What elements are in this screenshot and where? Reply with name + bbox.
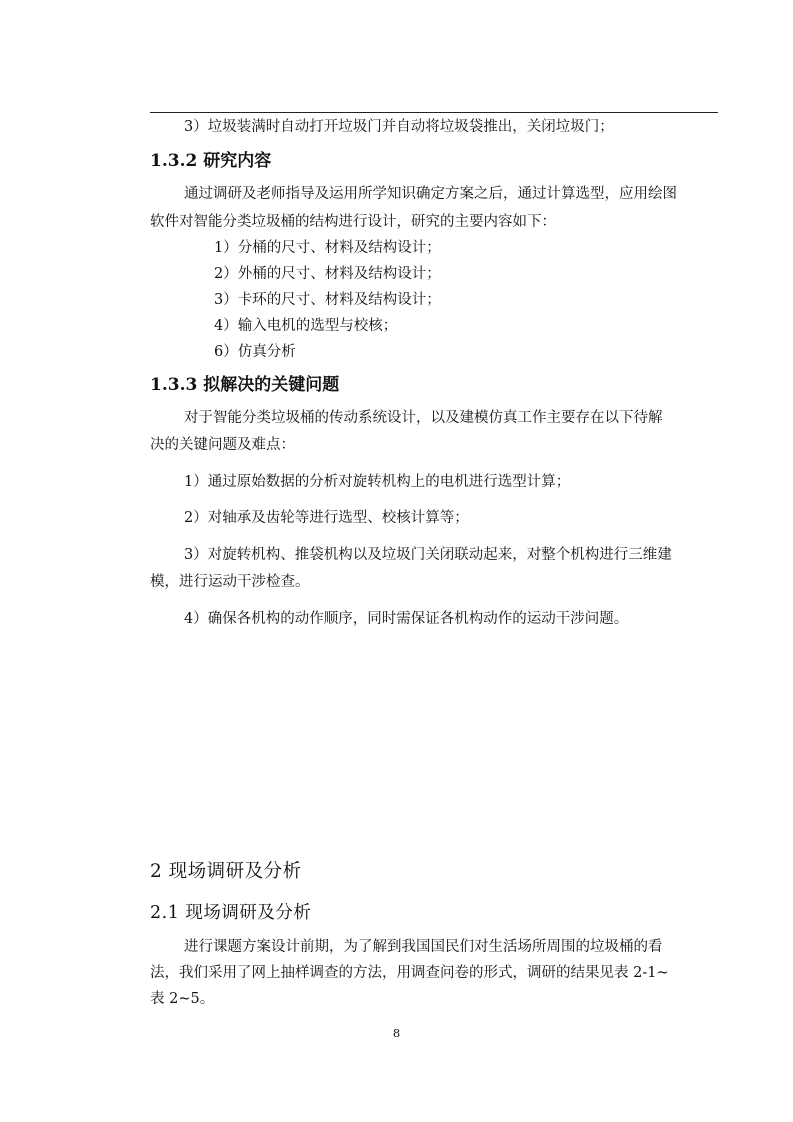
list-item: 1）分桶的尺寸、材料及结构设计；	[214, 240, 441, 256]
section-heading-1-3-3: 1.3.3 拟解决的关键问题	[150, 375, 340, 395]
header-rule	[150, 112, 718, 113]
list-item: 6）仿真分析	[214, 344, 296, 360]
list-item: 4）输入电机的选型与校核；	[214, 318, 398, 334]
list-item: 4）确保各机构的动作顺序，同时需保证各机构动作的运动干涉问题。	[184, 611, 629, 627]
list-item: 2）外桶的尺寸、材料及结构设计；	[214, 266, 441, 282]
paragraph-line: 软件对智能分类垃圾桶的结构进行设计，研究的主要内容如下：	[150, 214, 556, 230]
subsection-heading: 2.1 现场调研及分析	[150, 903, 312, 923]
paragraph-line: 进行课题方案设计前期，为了解到我国国民们对生活场所周围的垃圾桶的看	[184, 939, 663, 955]
page-number: 8	[392, 1026, 401, 1040]
list-item: 3）对旋转机构、推袋机构以及垃圾门关闭联动起来，对整个机构进行三维建	[184, 547, 672, 563]
list-item: 2）对轴承及齿轮等进行选型、校核计算等；	[184, 510, 469, 526]
list-item-garbage-door: 3）垃圾装满时自动打开垃圾门并自动将垃圾袋推出，关闭垃圾门；	[184, 119, 614, 135]
list-item: 3）卡环的尺寸、材料及结构设计；	[214, 292, 441, 308]
section-heading-1-3-2: 1.3.2 研究内容	[150, 151, 272, 171]
paragraph-line: 表 2~5。	[150, 991, 215, 1007]
paragraph-line: 对于智能分类垃圾桶的传动系统设计，以及建模仿真工作主要存在以下待解	[184, 410, 663, 426]
chapter-heading: 2 现场调研及分析	[150, 861, 302, 882]
paragraph-line: 决的关键问题及难点：	[150, 437, 295, 453]
list-item-continuation: 模，进行运动干涉检查。	[150, 574, 310, 590]
paragraph-line: 法，我们采用了网上抽样调查的方法，用调查问卷的形式，调研的结果见表 2-1~	[150, 965, 669, 981]
paragraph-line: 通过调研及老师指导及运用所学知识确定方案之后，通过计算选型，应用绘图	[184, 186, 677, 202]
list-item: 1）通过原始数据的分析对旋转机构上的电机进行选型计算；	[184, 474, 571, 490]
